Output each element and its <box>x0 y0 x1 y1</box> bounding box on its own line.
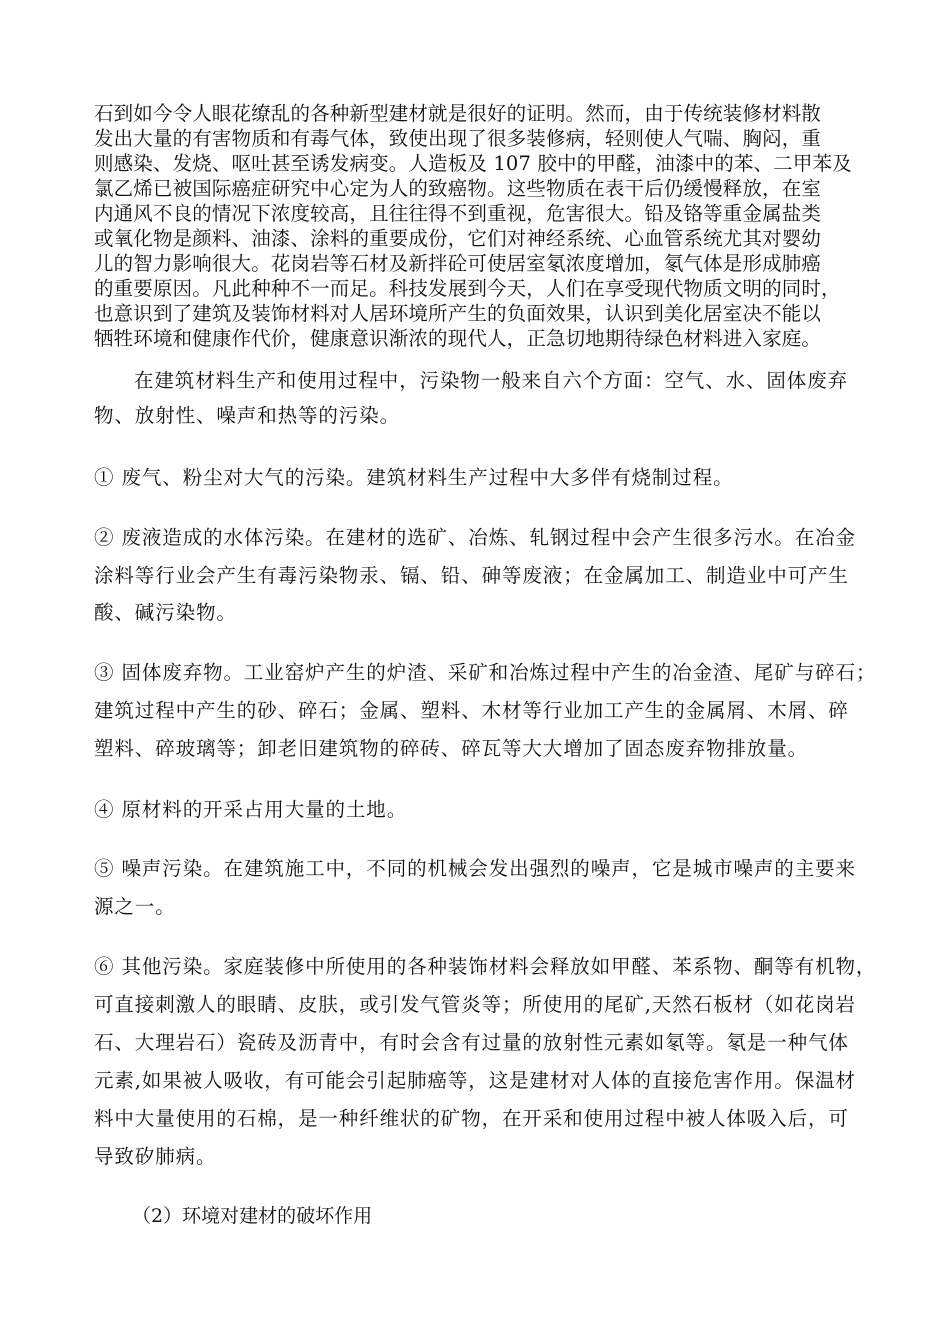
paragraph-line: 则感染、发烧、呕吐甚至诱发病变。人造板及 107 胶中的甲醛，油漆中的苯、二甲苯及 <box>94 152 852 175</box>
paragraph-line: 或氧化物是颜料、油漆、涂料的重要成份，它们对神经系统、心血管系统尤其对婴幼 <box>94 227 822 250</box>
paragraph-line: 的重要原因。凡此种种不一而足。科技发展到今天，人们在享受现代物质文明的同时， <box>94 277 841 300</box>
paragraph-line: 物、放射性、噪声和热等的污染。 <box>94 404 401 427</box>
list-item-line: ③ 固体废弃物。工业窑炉产生的炉渣、采矿和冶炼过程中产生的冶金渣、尾矿与碎石； <box>94 661 877 684</box>
list-item-line: 导致矽肺病。 <box>94 1145 217 1168</box>
paragraph-line: 牺牲环境和健康作代价，健康意识渐浓的现代人，正急切地期待绿色材料进入家庭。 <box>94 327 822 350</box>
list-item-line: 石、大理岩石）瓷砖及沥青中，有时会含有过量的放射性元素如氡等。氡是一种气体 <box>94 1031 849 1054</box>
paragraph-line: 石到如今令人眼花缭乱的各种新型建材就是很好的证明。然而，由于传统装修材料散 <box>94 102 822 125</box>
paragraph-line: 也意识到了建筑及装饰材料对人居环境所产生的负面效果，认识到美化居室决不能以 <box>94 302 822 325</box>
section-heading: （2）环境对建材的破坏作用 <box>132 1205 373 1227</box>
list-item-line: 塑料、碎玻璃等；卸老旧建筑物的碎砖、碎瓦等大大增加了固态废弃物排放量。 <box>94 737 809 760</box>
list-item-line: ④ 原材料的开采占用大量的土地。 <box>94 798 408 821</box>
list-item-line: 酸、碱污染物。 <box>94 601 237 624</box>
list-item-line: 源之一。 <box>94 895 176 918</box>
list-item-line: 可直接刺激人的眼睛、皮肤，或引发气管炎等；所使用的尾矿,天然石板材（如花岗岩 <box>94 993 856 1016</box>
list-item-line: 元素,如果被人吸收，有可能会引起肺癌等，这是建材对人体的直接危害作用。保温材 <box>94 1069 856 1092</box>
paragraph-line: 在建筑材料生产和使用过程中，污染物一般来自六个方面：空气、水、固体废弃 <box>134 369 849 392</box>
paragraph-line: 内通风不良的情况下浓度较高，且往往得不到重视，危害很大。铅及铬等重金属盐类 <box>94 202 822 225</box>
paragraph-line: 儿的智力影响很大。花岗岩等石材及新拌砼可使居室氡浓度增加，氡气体是形成肺癌 <box>94 252 822 275</box>
paragraph-line: 发出大量的有害物质和有毒气体，致使出现了很多装修病，轻则使人气喘、胸闷，重 <box>94 127 822 150</box>
list-item-line: ⑤ 噪声污染。在建筑施工中，不同的机械会发出强烈的噪声，它是城市噪声的主要来 <box>94 857 856 880</box>
list-item-line: ① 废气、粉尘对大气的污染。建筑材料生产过程中大多伴有烧制过程。 <box>94 466 734 489</box>
list-item-line: 料中大量使用的石棉，是一种纤维状的矿物，在开采和使用过程中被人体吸入后，可 <box>94 1107 849 1130</box>
list-item-line: 建筑过程中产生的砂、碎石；金属、塑料、木材等行业加工产生的金属屑、木屑、碎 <box>94 699 849 722</box>
list-item-line: ⑥ 其他污染。家庭装修中所使用的各种装饰材料会释放如甲醛、苯系物、酮等有机物， <box>94 955 877 978</box>
list-item-line: ② 废液造成的水体污染。在建材的选矿、冶炼、轧钢过程中会产生很多污水。在冶金 <box>94 526 856 549</box>
list-item-line: 涂料等行业会产生有毒污染物汞、镉、铅、砷等废液；在金属加工、制造业中可产生 <box>94 564 849 587</box>
paragraph-line: 氯乙烯已被国际癌症研究中心定为人的致癌物。这些物质在表干后仍缓慢释放，在室 <box>94 177 822 200</box>
